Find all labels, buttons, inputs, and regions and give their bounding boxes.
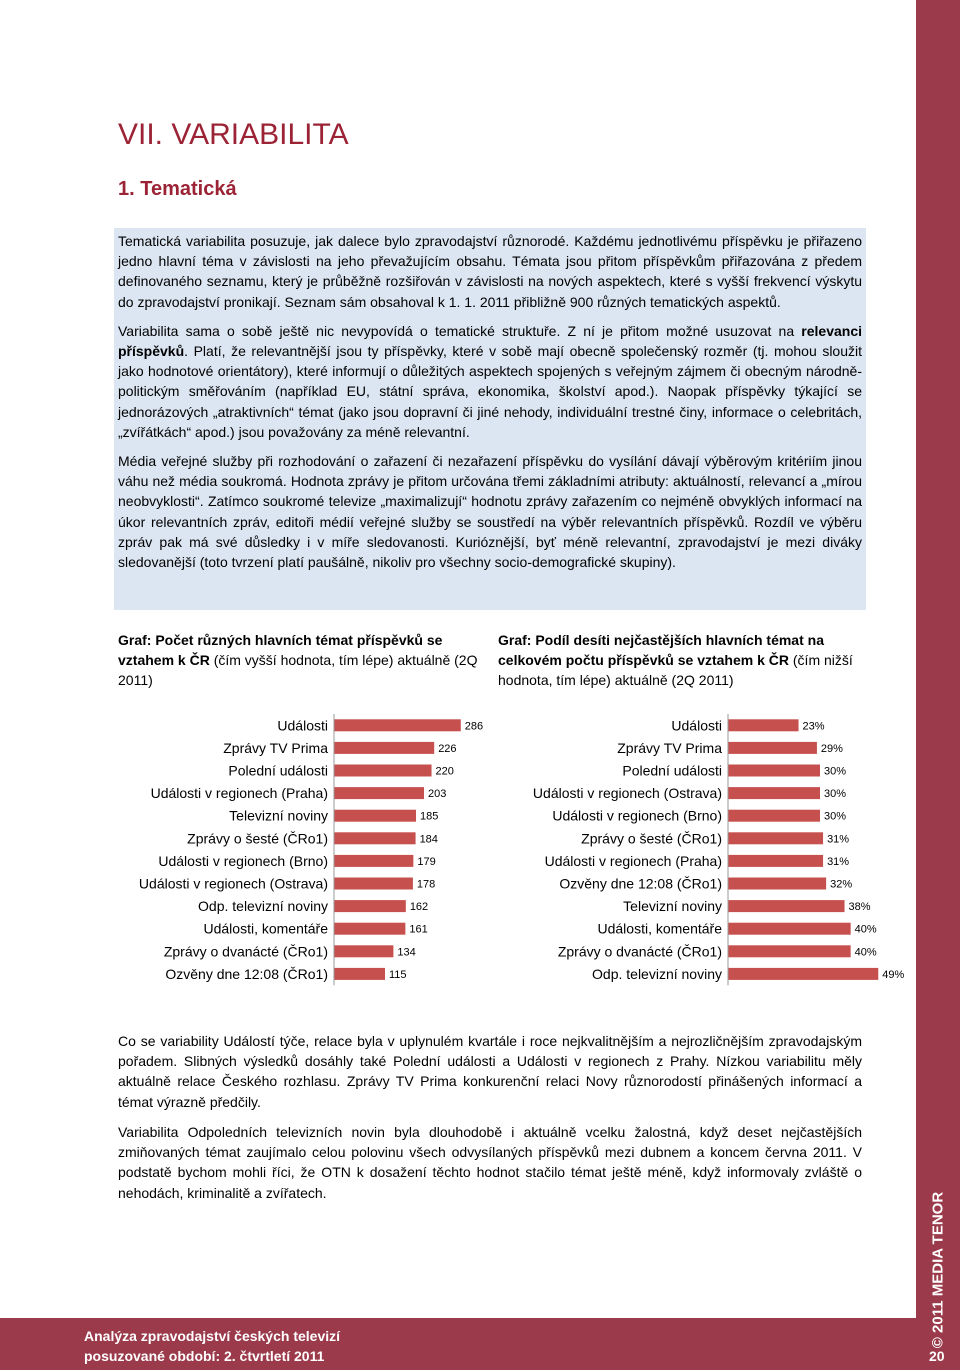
section-title: 1. Tematická [118,178,237,200]
value-label: 185 [420,810,439,823]
category-label: Události v regionech (Brno) [552,807,722,824]
left-chart-caption [118,630,480,691]
right-chart-svg [500,712,914,992]
value-label: 40% [854,946,877,959]
intro-paragraph-3: Média veřejné služby při rozhodování o zařazení či nezařazení příspěvku do vysílání dávají výběrovým kritériím jinou váhu než média soukromá. Hodnota zprávy je přitom určována třemi základními atributy: aktuálností, relevancí a „mírou neobvyklosti“. Zatímco soukromé televize „maximalizují“ hodnotu zprávy zařazením co nejméně obvyklých informací na úkor relevantních zpráv, editoři médií veřejné služby se soustředí na výběr relevantních příspěvků. Rozdíl ve výběru zpráv pak má své důsledky i v míře sledovanosti. Kurióznější, byť méně relevantní, zpravodajství je mezi diváky sledovanější (toto tvrzení platí paušálně, nikoliv pro všechny socio-demografické skupiny). [118,453,862,571]
left-bar-chart [100,712,500,997]
category-label: Zprávy o dvanácté (ČRo1) [557,943,722,960]
category-label: Události v regionech (Praha) [150,785,328,802]
left-chart-svg [100,712,500,992]
category-label: Polední události [228,762,328,779]
category-label: Události, komentáře [203,920,328,937]
value-label: 179 [417,855,436,868]
intro-p2-text-b: . Platí, že relevantnější jsou ty příspěvky, které v sobě mají obecně společenský rozměr (tj. mohou sloužit jako hodnotové orientátory), které informují o důležitých aspektech spojených s veřejným zájmem či obecným národně-politickým směřováním (například EU, státní správa, ekonomika, školství apod.). Naopak příspěvky týkající se jednorázových „atraktivních“ témat (jako jsou dopravní či jiné nehody, individuální trestné činy, informace o celebritách, „zvířátkách“ apod.) jsou považovány za méně relevantní. [118,343,862,440]
left-caption-rest: (čím vyšší hodnota, tím lépe) aktuálně (2Q 2011) [118,652,478,689]
value-label: 184 [419,833,438,846]
value-label: 31% [827,833,850,846]
value-label: 286 [464,720,484,733]
bar [728,810,820,822]
intro-p2-text-a: Variabilita sama o sobě ještě nic nevypovídá o tematické struktuře. Z ní je přitom možné usuzovat na [118,322,802,339]
bar [334,945,393,957]
footer-line-2: posuzované období: 2. čtvrtletí 2011 [84,1348,325,1364]
bar [728,945,851,957]
category-label: Události v regionech (Brno) [158,852,328,869]
bar [334,968,385,980]
category-label: Události, komentáře [597,920,722,937]
category-label: Zprávy TV Prima [617,739,722,756]
value-label: 29% [820,742,843,755]
value-label: 23% [802,720,825,733]
intro-p2-bold: relevanci příspěvků [118,322,862,360]
category-label: Události [277,717,328,734]
bar [334,787,424,799]
bar [334,900,406,912]
left-caption-bold: Graf: Počet různých hlavních témat příspěvků se vztahem k ČR [118,632,443,669]
right-caption-rest: (čím nižší hodnota, tím lépe) aktuálně (2Q 2011) [498,652,853,689]
category-label: Odp. televizní noviny [198,898,328,915]
value-label: 220 [435,765,454,778]
right-chart-caption [498,630,860,691]
value-label: 30% [824,765,847,778]
value-label: 115 [388,968,407,981]
value-label: 161 [409,923,428,936]
intro-paragraph-2 [118,321,862,442]
intro-paragraph-1: Tematická variabilita posuzuje, jak dalece bylo zpravodajství různorodé. Každému jednotlivému příspěvku je přiřazeno jedno hlavní téma v závislosti na jeho převažujícím obsahu. Témata jsou přitom příspěvkům přiřazována z předem definovaného seznamu, který je průběžně rozšiřován v závislosti na nových aspektech, které s vyšší frekvencí výskytu do zpravodajství pronikají. Seznam sám obsahoval k 1. 1. 2011 přibližně 900 různých tematických aspektů. [118,233,862,310]
value-label: 162 [409,901,429,914]
right-bar-chart [500,712,914,997]
page-number: 20 [929,1348,945,1364]
copyright-label: © 2011 MEDIA TENOR [929,1191,947,1349]
category-label: Ozvěny dne 12:08 (ČRo1) [559,875,722,892]
value-label: 30% [824,788,847,801]
category-label: Televizní noviny [623,898,722,915]
value-label: 178 [416,878,436,891]
sidebar-band [916,0,960,1370]
category-label: Zprávy o šesté (ČRo1) [187,830,328,847]
value-label: 134 [397,946,416,959]
bar [728,719,799,731]
chapter-title: VII. VARIABILITA [118,118,349,151]
category-label: Události [671,717,722,734]
value-label: 203 [427,788,447,801]
value-label: 226 [438,742,457,755]
category-label: Události v regionech (Ostrava) [532,785,722,802]
category-label: Události v regionech (Praha) [544,852,722,869]
value-label: 38% [848,901,871,914]
bar [728,923,851,935]
intro-box [114,228,866,610]
bar [334,878,413,890]
category-label: Zprávy o dvanácté (ČRo1) [163,943,328,960]
bar [334,765,432,777]
category-label: Zprávy o šesté (ČRo1) [581,830,722,847]
category-label: Ozvěny dne 12:08 (ČRo1) [165,965,328,982]
category-label: Televizní noviny [229,807,328,824]
value-label: 30% [824,810,847,823]
bar [334,855,413,867]
bar [728,742,817,754]
category-label: Zprávy TV Prima [223,739,328,756]
right-caption-bold: Graf: Podíl desíti nejčastějších hlavních témat na celkovém počtu příspěvků se vztahem k ČR [498,632,824,669]
value-label: 32% [830,878,853,891]
value-label: 31% [827,855,850,868]
bar [728,832,823,844]
bar [728,968,878,980]
footer-line-1: Analýza zpravodajství českých televizí [84,1328,341,1344]
category-label: Události v regionech (Ostrava) [138,875,328,892]
bar [728,900,845,912]
bar [334,719,461,731]
bar [728,765,820,777]
bar [334,923,405,935]
bar [334,742,434,754]
value-label: 40% [854,923,877,936]
category-label: Polední události [622,762,722,779]
bar [728,855,823,867]
footer-title [84,1326,340,1366]
value-label: 49% [882,968,905,981]
bar [728,878,826,890]
category-label: Odp. televizní noviny [592,965,722,982]
body-paragraph-1: Co se variability Událostí týče, relace byla v uplynulém kvartále i roce nejkvalitnějším a nejrozličnějším zpravodajským pořadem. Slibných výsledků dosáhly také Polední události a Události v regionech z Prahy. Nízkou variabilitu měly aktuálně relace Českého rozhlasu. Zprávy TV Prima konkurenční relaci Novy různorodostí přinášených informací a témat výrazně předčily. [118,1033,862,1110]
bar [334,810,416,822]
bar [728,787,820,799]
bar [334,832,416,844]
body-paragraph-2: Variabilita Odpoledních televizních novin byla dlouhodobě i aktuálně vcelku žalostná, když deset nejčastějších zmiňovaných témat zaujímalo celou polovinu všech odvysílaných příspěvků mezi dubnem a koncem června 2011. V podstatě bychom mohli říci, že OTN k dosažení těchto hodnot stačilo témat ještě méně, když informovaly zvláště o nehodách, kriminalitě a zvířatech. [118,1124,862,1201]
